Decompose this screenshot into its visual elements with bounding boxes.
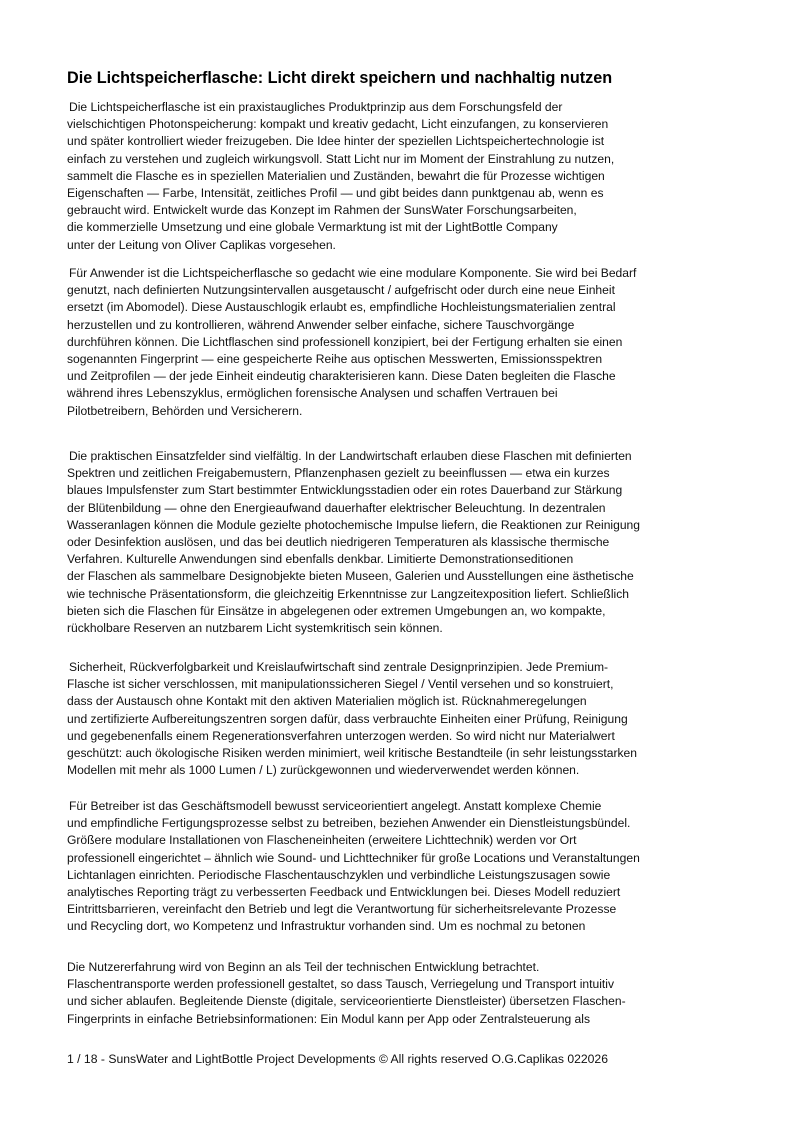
page-footer: 1 / 18 - SunsWater and LightBottle Project Developments © All rights reserved O.G.Caplikas 022026 — [67, 1052, 608, 1066]
text-line: genutzt, nach definierten Nutzungsintervallen ausgetauscht / aufgefrischt oder durch eine neue Einheit — [67, 283, 615, 298]
text-line: dass der Austausch ohne Kontakt mit den aktiven Materialien möglich ist. Rücknahmeregelungen — [67, 694, 587, 709]
text-line: und Zeitprofilen — der jede Einheit eindeutig charakterisieren kann. Diese Daten begleiten die Flasche — [67, 369, 616, 384]
text-line: Sicherheit, Rückverfolgbarkeit und Kreislaufwirtschaft sind zentrale Designprinzipien. Jede Premium- — [69, 660, 609, 674]
text-line: und empfindliche Fertigungsprozesse selbst zu betreiben, beziehen Anwender ein Dienstleistungsbündel. — [67, 816, 631, 831]
document-title: Die Lichtspeicherflasche: Licht direkt speichern und nachhaltig nutzen — [67, 69, 613, 87]
text-line: Eintrittsbarrieren, vereinfacht den Betrieb und legt die Verantwortung für sicherheitsrelevante Prozesse — [67, 902, 617, 917]
text-line: blaues Impulsfenster zum Start bestimmter Entwicklungsstadien oder ein rotes Dauerband zur Stärkung — [67, 483, 623, 498]
paragraph-2 — [67, 265, 737, 420]
text-line: Fingerprints in einfache Betriebsinformationen: Ein Modul kann per App oder Zentralsteuerung als — [67, 1011, 591, 1026]
text-line: Die praktischen Einsatzfelder sind vielfältig. In der Landwirtschaft erlauben diese Flaschen mit definierten — [69, 449, 632, 463]
text-line: Verfahren. Kulturelle Anwendungen sind ebenfalls denkbar. Limitierte Demonstrationseditionen — [67, 552, 574, 567]
text-line: Die Nutzererfahrung wird von Beginn an als Teil der technischen Entwicklung betrachtet. — [67, 960, 540, 974]
text-line: der Blütenbildung — ohne den Energieaufwand dauerhafter elektrischer Beleuchtung. In dezentralen — [67, 500, 606, 515]
text-line: professionell eingerichtet – ähnlich wie Sound- und Lichttechniker für große Locations und Veranstaltungen — [67, 850, 640, 865]
text-line: und Recycling dort, wo Kompetenz und Infrastruktur vorhanden sind. Um es nochmal zu betonen — [67, 919, 586, 934]
text-line: vielschichtigen Photonspeicherung: kompakt und kreativ gedacht, Licht einzufangen, zu konservieren — [67, 117, 609, 132]
text-line: ersetzt (im Abomodel). Diese Austauschlogik erlaubt es, empfindliche Hochleistungsmaterialien zentral — [67, 300, 616, 315]
text-line: Lichtanlagen einrichten. Periodische Flaschentauschzyklen und verbindliche Leistungszusagen sowie — [67, 867, 611, 882]
text-line: Eigenschaften — Farbe, Intensität, zeitliches Profil — und gibt beides dann punktgenau ab, wenn es — [67, 186, 604, 201]
text-line: der Flaschen als sammelbare Designobjekte bieten Museen, Galerien und Ausstellungen eine ästhetische — [67, 569, 634, 584]
text-line: Für Anwender ist die Lichtspeicherflasche so gedacht wie eine modulare Komponente. Sie wird bei Bedarf — [69, 266, 637, 280]
text-line: Für Betreiber ist das Geschäftsmodell bewusst serviceorientiert angelegt. Anstatt komplexe Chemie — [69, 799, 602, 813]
paragraph-1 — [67, 99, 737, 254]
text-line: die kommerzielle Umsetzung und eine globale Vermarktung ist mit der LightBottle Company — [67, 220, 558, 235]
text-line: Größere modulare Installationen von Flascheneinheiten (erweitere Lichttechnik) werden vor Ort — [67, 833, 577, 848]
text-line: wie technische Präsentationsform, die gleichzeitig Erkenntnisse zur Langzeitexposition liefert. Schließlich — [67, 586, 629, 601]
text-line: unter der Leitung von Oliver Caplikas vorgesehen. — [67, 237, 336, 252]
text-line: Spektren und zeitlichen Freigabemustern, Pflanzenphasen gezielt zu beeinflussen — etwa ein kurzes — [67, 466, 610, 481]
text-line: analytisches Reporting trägt zu verbesserten Feedback und Entwicklungen bei. Dieses Modell reduziert — [67, 885, 621, 900]
text-line: Die Lichtspeicherflasche ist ein praxistaugliches Produktprinzip aus dem Forschungsfeld der — [69, 100, 563, 114]
text-line: und gegebenenfalls einem Regenerationsverfahren unterzogen werden. So wird nicht nur Materialwert — [67, 728, 615, 743]
paragraph-4 — [67, 659, 737, 779]
text-line: gebraucht wird. Entwickelt wurde das Konzept im Rahmen der SunsWater Forschungsarbeiten, — [67, 203, 577, 218]
text-line: durchführen können. Die Lichtflaschen sind professionell konzipiert, bei der Fertigung erhalten sie einen — [67, 334, 623, 349]
text-line: einfach zu verstehen und zugleich wirkungsvoll. Statt Licht nur im Moment der Einstrahlung zu nutzen, — [67, 151, 615, 166]
text-line: Wasseranlagen können die Module gezielte photochemische Impulse liefern, die Reaktionen zur Reinigung — [67, 517, 641, 532]
text-line: Flasche ist sicher verschlossen, mit manipulationssicheren Siegel / Ventil versehen und so konstruiert, — [67, 677, 614, 692]
text-line: rückholbare Reserven an nutzbarem Licht systemkritisch sein können. — [67, 621, 443, 636]
text-line: während ihres Lebenszyklus, ermöglichen forensische Analysen und schaffen Vertrauen bei — [67, 386, 558, 401]
paragraph-6 — [67, 959, 737, 1028]
text-line: Modellen mit mehr als 1000 Lumen / L) zurückgewonnen und wiederverwendet werden können. — [67, 763, 580, 778]
text-line: oder Desinfektion auslösen, und das bei deutlich niedrigeren Temperaturen als klassische thermische — [67, 535, 610, 550]
text-line: herzustellen und zu kontrollieren, während Anwender selber einfache, sichere Tauschvorgänge — [67, 317, 575, 332]
text-line: sogenannten Fingerprint — eine gespeicherte Reihe aus optischen Messwerten, Emissionsspektren — [67, 352, 603, 367]
text-line: geschützt: auch ökologische Risiken werden minimiert, weil kritische Bestandteile (in sehr leistungsstarken — [67, 746, 638, 761]
paragraph-3 — [67, 448, 737, 637]
text-line: Pilotbetreibern, Behörden und Versicherern. — [67, 403, 303, 418]
text-line: bieten sich die Flaschen für Einsätze in abgelegenen oder extremen Umgebungen an, wo kompakte, — [67, 603, 606, 618]
text-line: Flaschentransporte werden professionell gestaltet, so dass Tausch, Verriegelung und Transport intuitiv — [67, 977, 614, 992]
text-line: und später kontrolliert wieder freizugeben. Die Idee hinter der speziellen Lichtspeichertechnologie ist — [67, 134, 605, 149]
paragraph-5 — [67, 798, 737, 936]
text-line: und sicher ablaufen. Begleitende Dienste (digitale, serviceorientierte Dienstleister) übersetzen Flaschen- — [67, 994, 626, 1009]
text-line: und zertifizierte Aufbereitungszentren sorgen dafür, dass verbrauchte Einheiten einer Prüfung, Reinigung — [67, 711, 628, 726]
text-line: sammelt die Flasche es in speziellen Materialien und Zuständen, bewahrt die für Prozesse wichtigen — [67, 168, 605, 183]
